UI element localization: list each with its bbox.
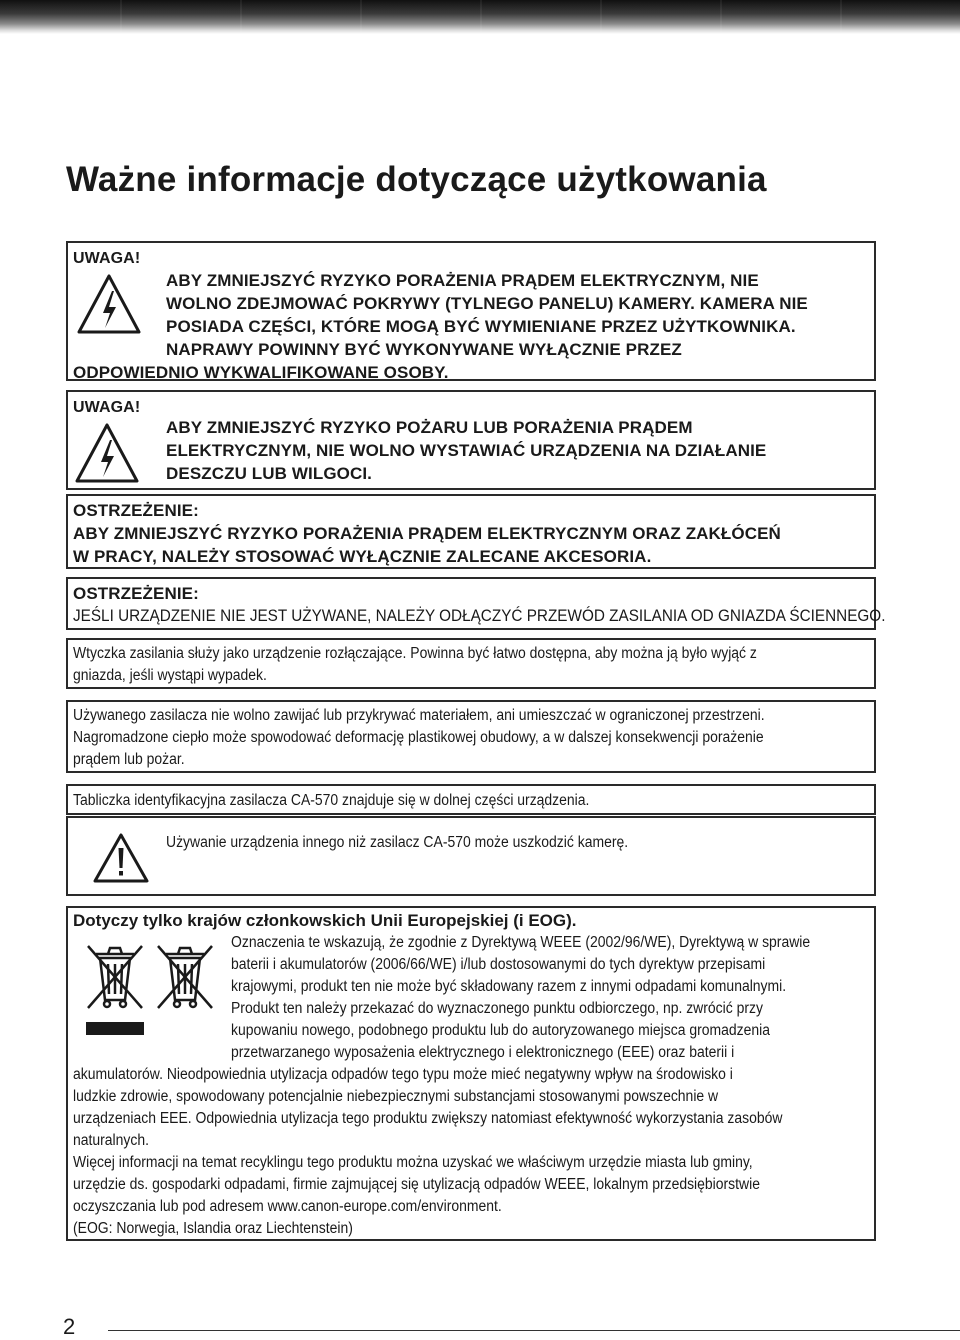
caution-line: W PRACY, NALEŻY STOSOWAĆ WYŁĄCZNIE ZALECANE AKCESORIA. (73, 547, 652, 566)
weee-crossed-bin-icon (80, 938, 220, 1038)
notice-line: Wtyczka zasilania służy jako urządzenie rozłączające. Powinna być łatwo dostępna, aby można ją było wyjąć z (73, 645, 757, 662)
eu-line: oczyszczania lub pod adresem www.canon-europe.com/environment. (73, 1198, 502, 1215)
eu-line: (EOG: Norwegia, Islandia oraz Liechtenstein) (73, 1220, 353, 1237)
notice-box-rating-plate (66, 784, 876, 815)
notice-text (73, 643, 833, 687)
eu-full-text (73, 1064, 861, 1240)
notice-box-ventilation (66, 700, 876, 773)
warning-line: ABY ZMNIEJSZYĆ RYZYKO PORAŻENIA PRĄDEM ELEKTRYCZNYM, NIE (166, 271, 759, 290)
notice-box-adapter-caution (66, 816, 876, 896)
notice-text (73, 705, 841, 771)
eu-heading: Dotyczy tylko krajów członkowskich Unii Europejskiej (i EOG). (73, 911, 577, 930)
notice-line: gniazda, jeśli wystąpi wypadek. (73, 667, 267, 684)
electric-shock-warning-icon (74, 422, 140, 484)
warning-label: UWAGA! (73, 250, 141, 267)
eu-line: urzędzie ds. gospodarki odpadami, firmie zajmującej się utylizacją odpadów WEEE, lokalnym przedsiębiorstwie (73, 1176, 760, 1193)
eu-line: przetwarzanego wyposażenia elektrycznego i elektronicznego (EEE) oraz baterii i (231, 1044, 735, 1061)
eu-line: ludzkie zdrowie, spowodowany potencjalnie niebezpiecznymi substancjami stosowanymi powszechnie w (73, 1088, 719, 1105)
warning-text-fire (166, 416, 766, 485)
warning-line: WOLNO ZDEJMOWAĆ POKRYWY (TYLNEGO PANELU) KAMERY. KAMERA NIE (166, 294, 808, 313)
notice-line: Używanego zasilacza nie wolno zawijać lub przykrywać materiałem, ani umieszczać w ograniczonej przestrzeni. (73, 707, 765, 724)
warning-line: ELEKTRYCZNYM, NIE WOLNO WYSTAWIAĆ URZĄDZENIA NA DZIAŁANIE (166, 441, 767, 460)
warning-line: POSIADA CZĘŚCI, KTÓRE MOGĄ BYĆ WYMIENIANE PRZEZ UŻYTKOWNIKA. (166, 317, 796, 336)
warning-box-fire (66, 390, 876, 490)
warning-label: UWAGA! (73, 399, 141, 416)
notice-line: prądem lub pożar. (73, 751, 185, 768)
eu-weee-box (66, 906, 876, 1241)
notice-text: Tabliczka identyfikacyjna zasilacza CA-570 znajduje się w dolnej części urządzenia. (73, 792, 590, 809)
electric-shock-warning-icon (76, 273, 142, 335)
eu-line: urządzeniach EEE. Odpowiednia utylizacja tego produktu zwiększy natomiast efektywność wykorzystania zasobów (73, 1110, 783, 1127)
warning-box-shock (66, 241, 876, 381)
eu-line: kupowaniu nowego, podobnego produktu lub do autoryzowanego miejsca gromadzenia (231, 1022, 771, 1039)
eu-line: Więcej informacji na temat recyklingu tego produktu można uzyskać we właściwym urzędzie miasta lub gminy, (73, 1154, 753, 1171)
page-title: Ważne informacje dotyczące użytkowania (66, 160, 767, 199)
eu-side-text (231, 932, 875, 1064)
caution-exclamation-icon (92, 832, 150, 884)
warning-text-shock (166, 269, 808, 361)
footer-divider (108, 1330, 960, 1331)
eu-line: akumulatorów. Nieodpowiednia utylizacja odpadów tego typu może mieć negatywny wpływ na środowisko i (73, 1066, 733, 1083)
caution-line: ABY ZMNIEJSZYĆ RYZYKO PORAŻENIA PRĄDEM ELEKTRYCZNYM ORAZ ZAKŁÓCEŃ (73, 524, 781, 543)
warning-line: ODPOWIEDNIO WYKWALIFIKOWANE OSOBY. (73, 363, 449, 382)
eu-line: naturalnych. (73, 1132, 150, 1149)
page-number: 2 (63, 1314, 76, 1339)
notice-box-plug (66, 638, 876, 689)
warning-line: NAPRAWY POWINNY BYĆ WYKONYWANE WYŁĄCZNIE PRZEZ (166, 340, 682, 359)
caution-box-accessories (66, 494, 876, 569)
notice-text: Używanie urządzenia innego niż zasilacz CA-570 może uszkodzić kamerę. (166, 834, 629, 851)
header-bar (0, 0, 960, 34)
caution-text (73, 522, 781, 568)
notice-line: Nagromadzone ciepło może spowodować deformację plastikowej obudowy, a w dalszej konsekwencji porażenie (73, 729, 764, 746)
eu-line: Oznaczenia te wskazują, że zgodnie z Dyrektywą WEEE (2002/96/WE), Dyrektywą w sprawie (231, 934, 811, 951)
caution-box-unplug (66, 577, 886, 630)
warning-line: DESZCZU LUB WILGOCI. (166, 464, 372, 483)
caution-label: OSTRZEŻENIE: (73, 501, 199, 520)
eu-line: Produkt ten należy przekazać do wyznaczonego punktu odbiorczego, np. zwrócić przy (231, 1000, 763, 1017)
caution-label: OSTRZEŻENIE: (73, 584, 199, 603)
warning-line: ABY ZMNIEJSZYĆ RYZYKO POŻARU LUB PORAŻENIA PRĄDEM (166, 418, 693, 437)
eu-line: krajowymi, produkt ten nie może być składowany razem z innymi odpadami komunalnymi. (231, 978, 787, 995)
eu-line: baterii i akumulatorów (2006/66/WE) i/lub dostosowanymi do tych dyrektyw przepisami (231, 956, 766, 973)
caution-text: JEŚLI URZĄDZENIE NIE JEST UŻYWANE, NALEŻY ODŁĄCZYĆ PRZEWÓD ZASILANIA OD GNIAZDA ŚCIENNEGO. (73, 606, 886, 625)
